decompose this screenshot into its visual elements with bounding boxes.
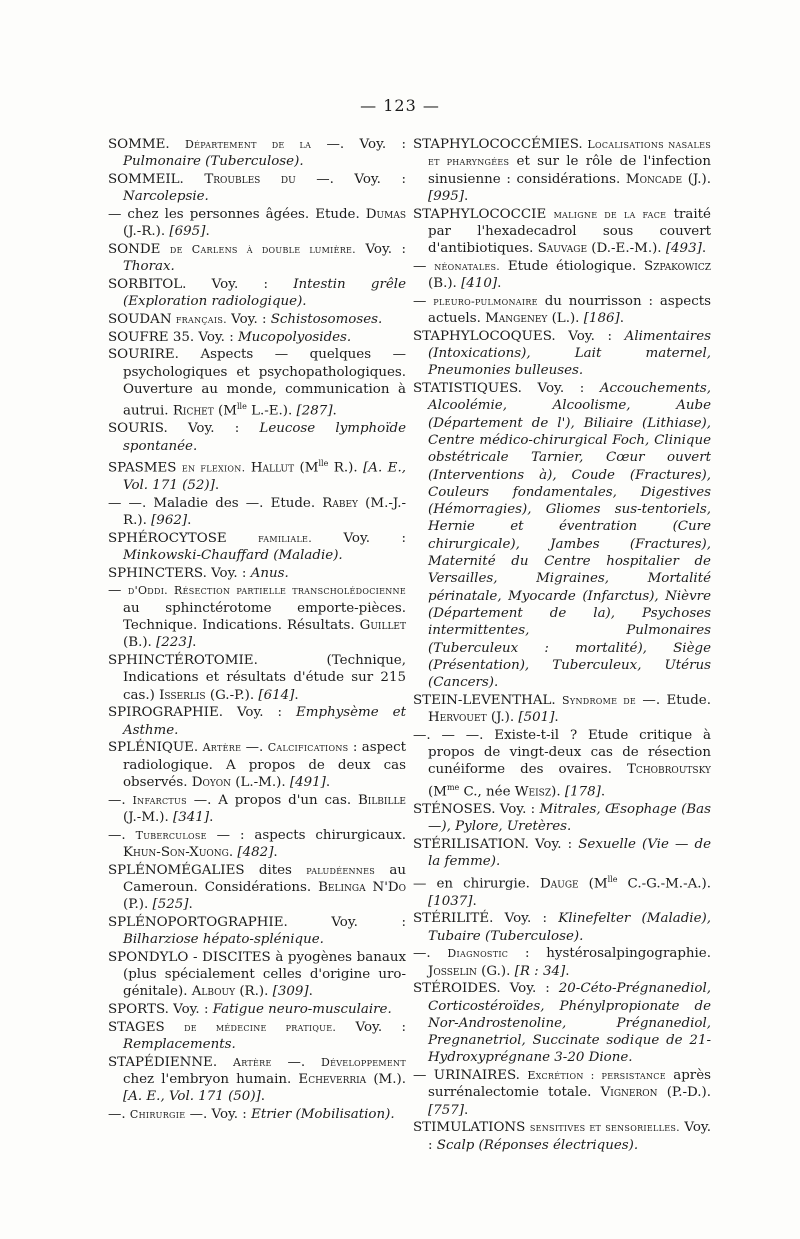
- index-entry: — en chirurgie. Dauge ($M^{lle}$ C.-G.-M.-A.). [1037].: [413, 874, 711, 909]
- index-entry: STÉROIDES. Voy. : 20-Céto-Prégnanediol, Corticostéroïdes, Phénylpropionate de Nor-Androstenoline, Prégnanediol, Pregnanetriol, Succinate sodique de 21-Hydroxyprégnane 3-20 Dione.: [413, 981, 711, 1066]
- index-entry: SPHINCTÉROTOMIE. (Technique, Indications et résultats d'étude sur 215 cas.) Isserlis (G.-P.). [614].: [108, 653, 406, 703]
- index-entry: —. Chirurgie —. Voy. : Etrier (Mobilisation).: [108, 1107, 395, 1123]
- index-entry: SOUFRE 35. Voy. : Mucopolyosides.: [108, 329, 352, 345]
- index-entry: STAPHYLOCOCCÉMIES. Localisations nasales et pharyngées et sur le rôle de l'infection sinusienne : considérations. Moncade (J.). [995].: [413, 137, 711, 204]
- index-entry: SPLÉNIQUE. Artère —. Calcifications : aspect radiologique. A propos de deux cas observés. Doyon (L.-M.). [491].: [108, 740, 406, 790]
- index-entry: — pleuro-pulmonaire du nourrisson : aspects actuels. Mangeney (L.). [186].: [413, 293, 711, 327]
- index-entry: SONDE de Carlens à double lumière. Voy. : Thorax.: [108, 241, 406, 275]
- left-column: [108, 136, 406, 1124]
- index-entry: STAPHYLOCOQUES. Voy. : Alimentaires (Intoxications), Lait maternel, Pneumonies bulleuses.: [413, 328, 711, 379]
- index-entry: SPHINCTERS. Voy. : Anus.: [108, 565, 289, 581]
- index-entry: — —. Maladie des —. Etude. Rabey (M.-J.-R.). [962].: [108, 495, 406, 529]
- index-entry: —. Diagnostic : hystérosalpingographie. Josselin (G.). [R : 34].: [413, 946, 711, 979]
- index-entry: STIMULATIONS sensitives et sensorielles. Voy. : Scalp (Réponses électriques).: [413, 1120, 711, 1153]
- index-entry: STATISTIQUES. Voy. : Accouchements, Alcoolémie, Alcoolisme, Aube (Département de l'), Biliaire (Lithiase), Centre médico-chirurgical Foch, Clinique obstétricale Tarnier, Cœur ouvert (Interventions à), Coude (Fractures), Couleurs fondamentales, Digestives (Hémorragies), Gliomes sus-tentoriels, Hernie et éventration (Cure chirurgicale), Jambes (Fractures), Maternité du Centre hospitalier de Versailles, Migraines, Mortalité périnatale, Myocarde (Infarctus), Nièvre (Département de la), Psychoses intermittentes, Pulmonaires (Tuberculeux : mortalité), Siège (Présentation), Tuberculeux, Utérus (Cancers).: [413, 381, 711, 691]
- index-entry: — d'Oddi. Résection partielle transcholédocienne au sphinctérotome emporte-pièces. Technique. Indications. Résultats. Guillet (B.). [223].: [108, 583, 406, 651]
- index-entry: SPLÉNOMÉGALIES dites paludéennes au Cameroun. Considérations. Belinga N'Do (P.). [525].: [108, 862, 406, 913]
- index-entry: — URINAIRES. Excrétion : persistance après surrénalectomie totale. Vigneron (P.-D.). [757].: [413, 1068, 711, 1118]
- index-entry: STÉNOSES. Voy. : Mitrales, Œsophage (Bas —), Pylore, Uretères.: [413, 801, 711, 835]
- index-entry: SPONDYLO - DISCITES à pyogènes banaux (plus spécialement celles d'origine uro-génitale). Albouy (R.). [309].: [108, 949, 406, 1000]
- index-entry: SPORTS. Voy. : Fatigue neuro-musculaire.: [108, 1002, 392, 1018]
- index-entry: —. — —. Existe-t-il ? Etude critique à propos de vingt-deux cas de résection cunéiforme des ovaires. Tchobroutsky ($M^{me}$ C., née Weisz). [178].: [413, 727, 711, 800]
- index-entry: STAPHYLOCOCCIE maligne de la face traité par l'hexadecadrol sous couvert d'antibiotiques. Sauvage (D.-E.-M.). [493].: [413, 206, 711, 257]
- index-entry: SOURIS. Voy. : Leucose lymphoïde spontanée.: [108, 421, 407, 454]
- index-entry: SOMME. Département de la —. Voy. : Pulmonaire (Tuberculose).: [108, 137, 406, 170]
- index-entry: SPASMES en flexion. Hallut ($M^{lle}$ R.). [A. E., Vol. 171 (52)].: [108, 459, 406, 494]
- index-entry: —. Tuberculose — : aspects chirurgicaux. Khun-Son-Xuong. [482].: [108, 827, 406, 860]
- index-entry: STÉRILITÉ. Voy. : Klinefelter (Maladie), Tubaire (Tuberculose).: [413, 911, 711, 944]
- index-entry: STÉRILISATION. Voy. : Sexuelle (Vie — de la femme).: [413, 836, 711, 870]
- index-entry: SPIROGRAPHIE. Voy. : Emphysème et Asthme.: [108, 705, 406, 738]
- index-entry: SOUDAN français. Voy. : Schistosomoses.: [108, 311, 383, 327]
- index-entry: SORBITOL. Voy. : Intestin grêle (Exploration radiologique).: [108, 276, 406, 310]
- index-entry: SPHÉROCYTOSE familiale. Voy. : Minkowski-Chauffard (Maladie).: [108, 530, 406, 564]
- index-entry: STAGES de médecine pratique. Voy. : Remplacements.: [108, 1019, 406, 1053]
- index-entry: STAPÉDIENNE. Artère —. Développement chez l'embryon humain. Echeverria (M.). [A. E., Vol. 171 (50)].: [108, 1054, 406, 1105]
- index-entry: STEIN-LEVENTHAL. Syndrome de —. Etude. Hervouet (J.). [501].: [413, 692, 711, 726]
- index-entry: SOURIRE. Aspects — quelques — psychologiques et psychopathologiques. Ouverture au monde, communication à autrui. Richet ($M^{lle}$ L.-E.). [287].: [108, 347, 406, 419]
- right-column: [413, 136, 711, 1154]
- index-entry: — chez les personnes âgées. Etude. Dumas (J.-R.). [695].: [108, 206, 406, 240]
- index-entry: — néonatales. Etude étiologique. Szpakowicz (B.). [410].: [413, 258, 711, 292]
- index-entry: SPLÉNOPORTOGRAPHIE. Voy. : Bilharziose hépato-splénique.: [108, 914, 406, 948]
- index-entry: —. Infarctus —. A propos d'un cas. Bilbille (J.-M.). [341].: [108, 792, 407, 825]
- page-number: — 123 —: [360, 96, 440, 115]
- index-entry: SOMMEIL. Troubles du —. Voy. : Narcolepsie.: [108, 171, 406, 205]
